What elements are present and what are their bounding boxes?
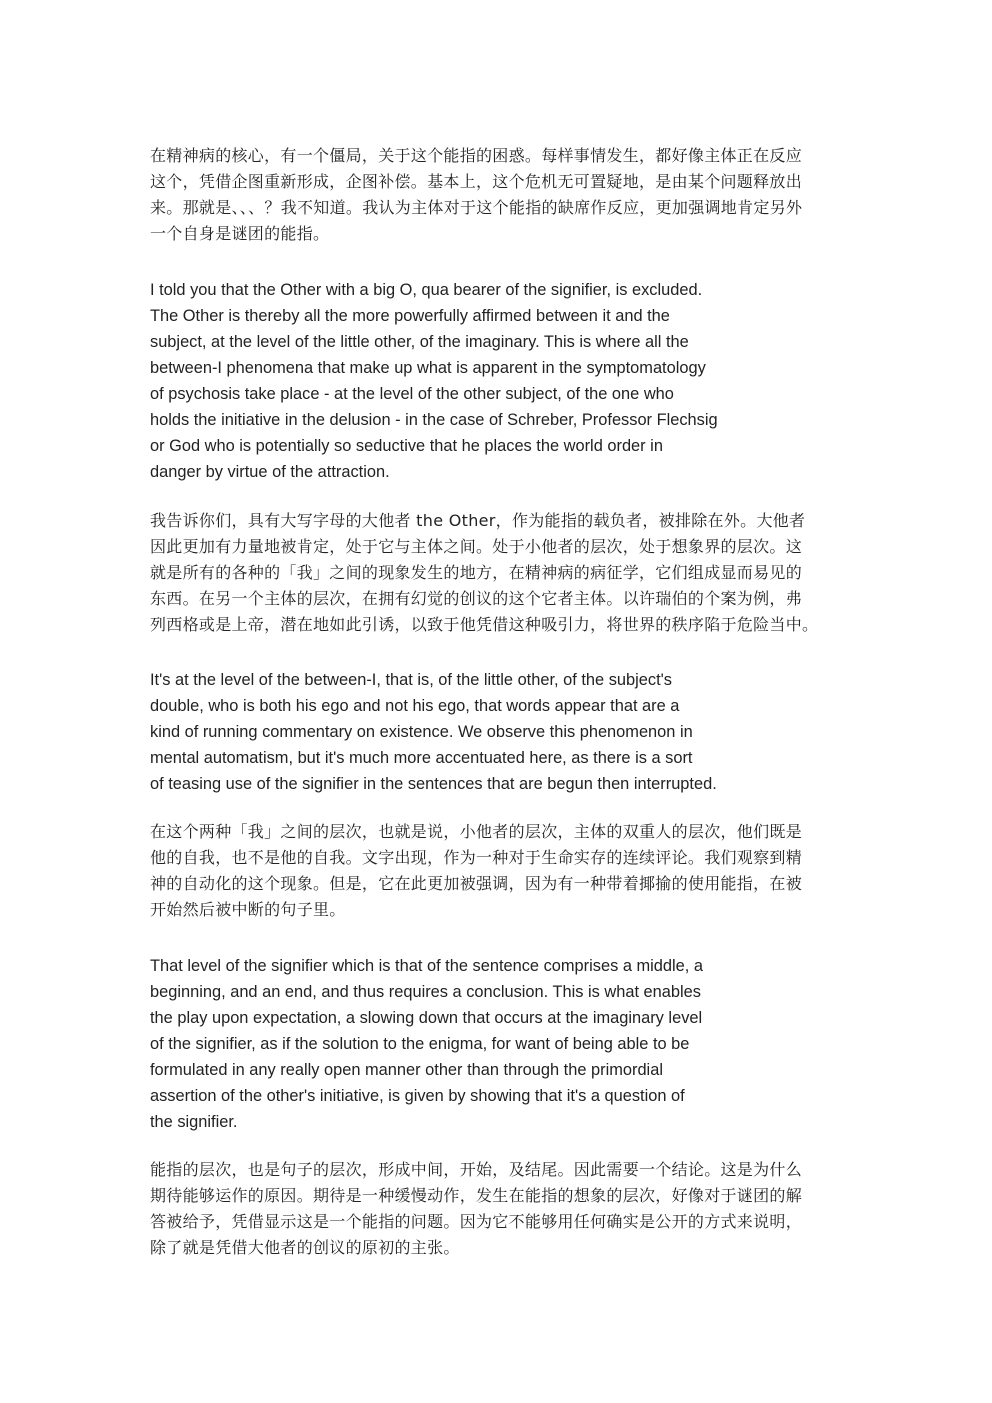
text-line: mental automatism, but it's much more accentuated here, as there is a sort [150,749,693,767]
text-line: beginning, and an end, and thus requires a conclusion. This is what enables [150,983,701,1001]
text-line: 他的自我，也不是他的自我。文字出现，作为一种对于生命实存的连续评论。我们观察到精 [150,848,803,867]
text-line: of teasing use of the signifier in the sentences that are begun then interrupted. [150,775,717,793]
text-line: I told you that the Other with a big O, qua bearer of the signifier, is excluded. [150,281,703,299]
text-line: 就是所有的各种的「我」之间的现象发生的地方，在精神病的病征学，它们组成显而易见的 [150,563,803,582]
paragraph-zh-3 [150,819,802,923]
text-line: It's at the level of the between-I, that is, of the little other, of the subject's [150,671,672,689]
text-line: 一个自身是谜团的能指。 [150,224,330,243]
text-line: holds the initiative in the delusion - in the case of Schreber, Professor Flechsig [150,411,718,429]
text-line: 东西。在另一个主体的层次，在拥有幻觉的创议的这个它者主体。以许瑞伯的个案为例，弗 [150,589,803,608]
text-line: 答被给予，凭借显示这是一个能指的问题。因为它不能够用任何确实是公开的方式来说明， [150,1212,803,1231]
text-line: 在精神病的核心，有一个僵局，关于这个能指的困惑。每样事情发生，都好像主体正在反应 [150,146,803,165]
text-line: 因此更加有力量地被肯定，处于它与主体之间。处于小他者的层次，处于想象界的层次。这 [150,537,803,556]
paragraph-en-2 [150,667,717,797]
text-line: or God who is potentially so seductive that he places the world order in [150,437,663,455]
text-line: assertion of the other's initiative, is given by showing that it's a question of [150,1087,685,1105]
paragraph-en-3 [150,953,703,1135]
text-line: 这个，凭借企图重新形成，企图补偿。基本上，这个危机无可置疑地，是由某个问题释放出 [150,172,803,191]
text-line: the play upon expectation, a slowing down that occurs at the imaginary level [150,1009,703,1027]
text-line: 在这个两种「我」之间的层次，也就是说，小他者的层次，主体的双重人的层次，他们既是 [150,822,803,841]
text-line: danger by virtue of the attraction. [150,463,390,481]
text-line: the signifier. [150,1113,238,1131]
text-line: 期待能够运作的原因。期待是一种缓慢动作，发生在能指的想象的层次，好像对于谜团的解 [150,1186,803,1205]
paragraph-zh-2 [150,508,818,638]
text-line: subject, at the level of the little other, of the imaginary. This is where all the [150,333,689,351]
text-line: 来。那就是、、、？我不知道。我认为主体对于这个能指的缺席作反应，更加强调地肯定另外 [150,198,803,217]
paragraph-zh-1 [150,143,802,247]
text-line: 除了就是凭借大他者的创议的原初的主张。 [150,1238,460,1257]
text-line: kind of running commentary on existence. We observe this phenomenon in [150,723,693,741]
text-line: of psychosis take place - at the level of the other subject, of the one who [150,385,674,403]
text-line: double, who is both his ego and not his ego, that words appear that are a [150,697,680,715]
text-line: 开始然后被中断的句子里。 [150,900,346,919]
text-line: between-I phenomena that make up what is apparent in the symptomatology [150,359,706,377]
text-line: formulated in any really open manner other than through the primordial [150,1061,663,1079]
text-line: of the signifier, as if the solution to the enigma, for want of being able to be [150,1035,690,1053]
text-line: That level of the signifier which is that of the sentence comprises a middle, a [150,957,704,975]
text-line: 列西格或是上帝，潜在地如此引诱，以致于他凭借这种吸引力，将世界的秩序陷于危险当中。 [150,615,819,634]
paragraph-en-1 [150,277,718,485]
text-line: 能指的层次，也是句子的层次，形成中间，开始，及结尾。因此需要一个结论。这是为什么 [150,1160,803,1179]
text-line: 我告诉你们，具有大写字母的大他者 the Other，作为能指的载负者，被排除在外。大他者 [150,511,806,530]
paragraph-zh-4 [150,1157,802,1261]
text-line: 神的自动化的这个现象。但是，它在此更加被强调，因为有一种带着揶揄的使用能指，在被 [150,874,803,893]
text-line: The Other is thereby all the more powerfully affirmed between it and the [150,307,670,325]
